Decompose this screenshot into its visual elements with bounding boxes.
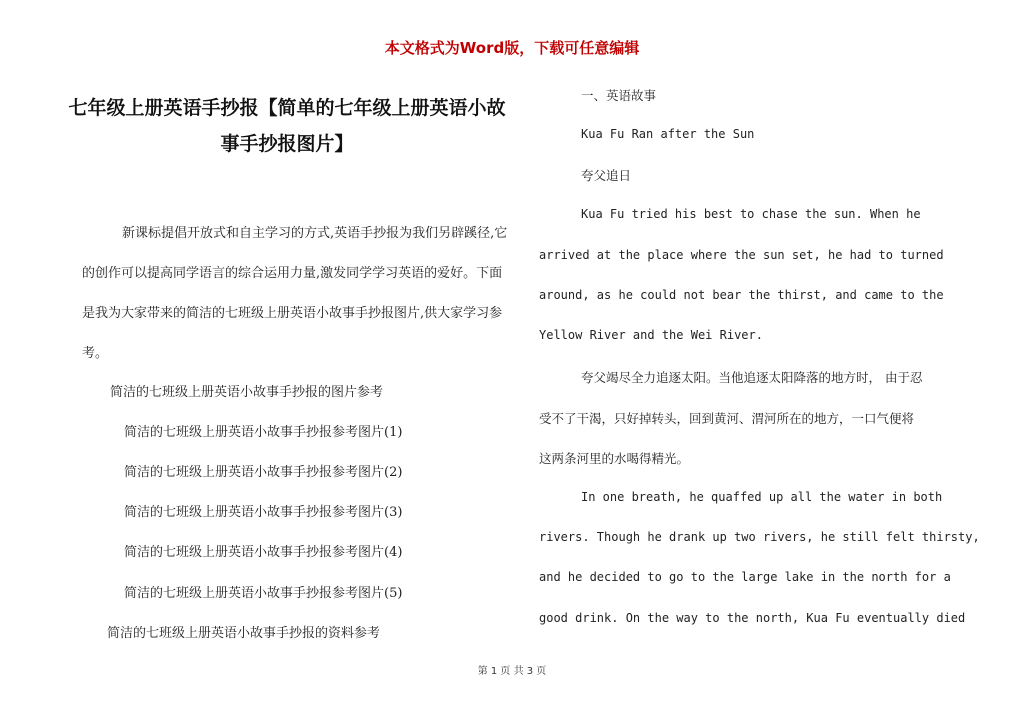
document-title: 七年级上册英语手抄报【简单的七年级上册英语小故事手抄报图片】 xyxy=(68,97,506,155)
image-reference-item: 简洁的七班级上册英语小故事手抄报参考图片(1) xyxy=(124,425,403,440)
story-paragraph-line: Kua Fu tried his best to chase the sun. When he xyxy=(581,207,921,221)
word-format-banner: 本文格式为Word版，下载可任意编辑 xyxy=(384,39,640,57)
section-heading: 一、英语故事 xyxy=(581,88,657,103)
story-title-chinese: 夸父追日 xyxy=(581,168,632,183)
story-paragraph-line: 夸父竭尽全力追逐太阳。当他追逐太阳降落的地方时， 由于忍 xyxy=(581,370,923,385)
story-title-english: Kua Fu Ran after the Sun xyxy=(581,127,755,141)
story-paragraph-line: 这两条河里的水喝得精光。 xyxy=(539,451,690,466)
story-paragraph-line: arrived at the place where the sun set, he had to turned xyxy=(539,248,944,262)
image-reference-item: 简洁的七班级上册英语小故事手抄报参考图片(3) xyxy=(124,505,403,520)
left-column xyxy=(82,214,514,374)
story-paragraph-line: rivers. Though he drank up two rivers, he still felt thirsty, xyxy=(539,530,980,544)
page-number-footer: 第 1 页 共 3 页 xyxy=(477,666,547,677)
story-paragraph-line: Yellow River and the Wei River. xyxy=(539,328,763,342)
story-paragraph-line: and he decided to go to the large lake in the north for a xyxy=(539,570,951,584)
material-reference-heading: 简洁的七班级上册英语小故事手抄报的资料参考 xyxy=(107,626,381,641)
image-reference-item: 简洁的七班级上册英语小故事手抄报参考图片(5) xyxy=(124,586,403,601)
image-reference-heading: 简洁的七班级上册英语小故事手抄报的图片参考 xyxy=(110,385,384,400)
image-reference-item: 简洁的七班级上册英语小故事手抄报参考图片(2) xyxy=(124,465,403,480)
image-reference-item: 简洁的七班级上册英语小故事手抄报参考图片(4) xyxy=(124,545,403,560)
story-paragraph-line: 受不了干渴，只好掉转头，回到黄河、渭河所在的地方，一口气便将 xyxy=(539,411,915,426)
story-paragraph-line: good drink. On the way to the north, Kua Fu eventually died xyxy=(539,611,966,625)
intro-paragraph: 新课标提倡开放式和自主学习的方式,英语手抄报为我们另辟蹊径,它的创作可以提高同学语言的综合运用力量,激发同学学习英语的爱好。下面是我为大家带来的简洁的七班级上册英语小故事手抄报图片,供大家学习参考。 xyxy=(82,226,508,361)
story-paragraph-line: In one breath, he quaffed up all the water in both xyxy=(581,490,943,504)
story-paragraph-line: around, as he could not bear the thirst, and came to the xyxy=(539,288,944,302)
